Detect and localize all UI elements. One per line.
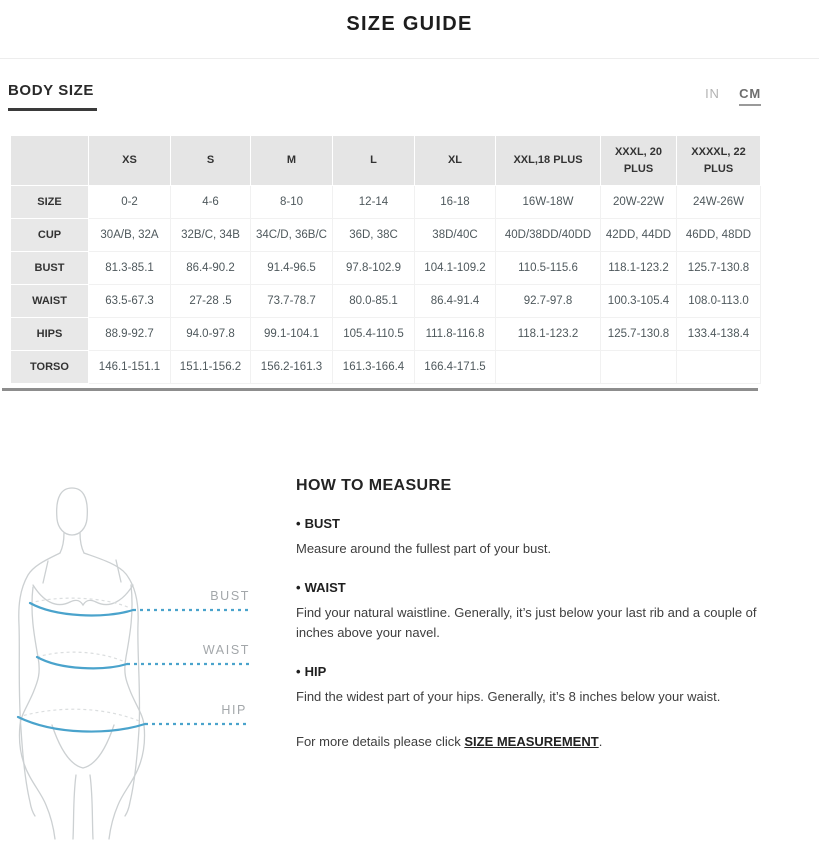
row-label: SIZE [11,186,89,219]
measure-item-heading [296,516,779,531]
unit-cm-button[interactable]: CM [739,86,761,106]
measure-item-text: Find the widest part of your hips. Generally, it’s 8 inches below your waist. [296,689,721,705]
corner-cell [11,136,89,186]
table-cell: 104.1-109.2 [415,252,496,285]
table-cell: 91.4-96.5 [251,252,333,285]
header-row [11,136,761,186]
table-cell: 125.7-130.8 [677,252,761,285]
how-to-measure [296,467,819,842]
table-cell: 0-2 [89,186,171,219]
measure-section [0,467,819,842]
table-cell: 105.4-110.5 [333,318,415,351]
measure-footer-text: For more details please click [296,733,465,749]
table-cell: 8-10 [251,186,333,219]
table-row [11,252,761,285]
table-cell: 42DD, 44DD [601,219,677,252]
row-label: CUP [11,219,89,252]
table-cell: 30A/B, 32A [89,219,171,252]
table-cell: 86.4-91.4 [415,285,496,318]
table-cell: 146.1-151.1 [89,351,171,384]
table-cell: 161.3-166.4 [333,351,415,384]
table-cell [677,351,761,384]
table-cell: 80.0-85.1 [333,285,415,318]
body-size-heading-underline [8,108,97,111]
measure-footer [296,734,779,749]
column-header: XXXXL, 22 PLUS [677,136,761,186]
table-cell: 133.4-138.4 [677,318,761,351]
table-cell: 118.1-123.2 [601,252,677,285]
table-cell: 4-6 [171,186,251,219]
table-bottom-rule [2,388,758,391]
bullet-icon: • [296,516,301,531]
table-cell: 94.0-97.8 [171,318,251,351]
bullet-icon: • [296,664,301,680]
measure-item-label: BUST [304,516,340,531]
table-cell: 12-14 [333,186,415,219]
table-cell: 151.1-156.2 [171,351,251,384]
page-title: SIZE GUIDE [346,13,473,35]
table-row [11,318,761,351]
table-cell: 88.9-92.7 [89,318,171,351]
table-cell: 156.2-161.3 [251,351,333,384]
measure-item-label: HIP [304,664,327,680]
unit-toggle [705,82,761,101]
measure-item-label: WAIST [304,580,346,596]
table-row [11,186,761,219]
table-cell: 118.1-123.2 [496,318,601,351]
table-cell: 63.5-67.3 [89,285,171,318]
figure-hip-label: HIP [221,703,247,717]
size-measurement-link[interactable]: SIZE MEASUREMENT [464,733,599,749]
table-row [11,285,761,318]
column-header: S [171,136,251,186]
measure-lines [18,603,250,732]
table-cell: 27-28 .5 [171,285,251,318]
measure-item-text: Find your natural waistline. Generally, it’s just below your last rib and a couple of inches above your navel. [296,605,757,641]
column-header: L [333,136,415,186]
table-cell: 73.7-78.7 [251,285,333,318]
table-body [11,186,761,384]
row-label: WAIST [11,285,89,318]
table-cell: 86.4-90.2 [171,252,251,285]
table-cell: 166.4-171.5 [415,351,496,384]
table-cell: 125.7-130.8 [601,318,677,351]
measure-item-hip [296,664,779,707]
column-header: XXXL, 20 PLUS [601,136,677,186]
table-row [11,219,761,252]
row-label: HIPS [11,318,89,351]
unit-in-button[interactable]: IN [705,86,720,101]
table-cell: 24W-26W [677,186,761,219]
column-header: M [251,136,333,186]
table-cell: 108.0-113.0 [677,285,761,318]
table-cell [601,351,677,384]
table-cell: 40D/38DD/40DD [496,219,601,252]
measure-item-heading [296,664,779,679]
measure-item-bust [296,516,779,559]
table-cell: 81.3-85.1 [89,252,171,285]
column-header: XL [415,136,496,186]
table-cell: 20W-22W [601,186,677,219]
measure-footer-text: . [598,733,603,749]
table-row [11,351,761,384]
row-label: TORSO [11,351,89,384]
measure-item-text: Measure around the fullest part of your bust. [296,541,552,556]
row-label: BUST [11,252,89,285]
table-cell: 16-18 [415,186,496,219]
table-cell: 32B/C, 34B [171,219,251,252]
figure-bust-label: BUST [210,589,250,603]
body-size-bar [0,59,819,111]
bullet-icon: • [296,580,301,596]
table-cell [496,351,601,384]
body-measurement-illustration [0,467,290,842]
table-cell: 36D, 38C [333,219,415,252]
body-size-heading: BODY SIZE [8,82,94,99]
table-cell: 111.8-116.8 [415,318,496,351]
body-figure [0,467,296,842]
column-header: XS [89,136,171,186]
body-size-table [10,135,761,384]
how-to-measure-heading: HOW TO MEASURE [296,477,452,494]
table-cell: 38D/40C [415,219,496,252]
table-cell: 46DD, 48DD [677,219,761,252]
table-cell: 99.1-104.1 [251,318,333,351]
measure-back-arcs [18,598,142,722]
table-cell: 16W-18W [496,186,601,219]
table-cell: 100.3-105.4 [601,285,677,318]
table-cell: 92.7-97.8 [496,285,601,318]
table-cell: 34C/D, 36B/C [251,219,333,252]
table-cell: 110.5-115.6 [496,252,601,285]
table-cell: 97.8-102.9 [333,252,415,285]
column-header: XXL,18 PLUS [496,136,601,186]
measure-item-heading [296,580,779,595]
figure-waist-label: WAIST [202,643,250,657]
measure-item-waist [296,580,779,643]
